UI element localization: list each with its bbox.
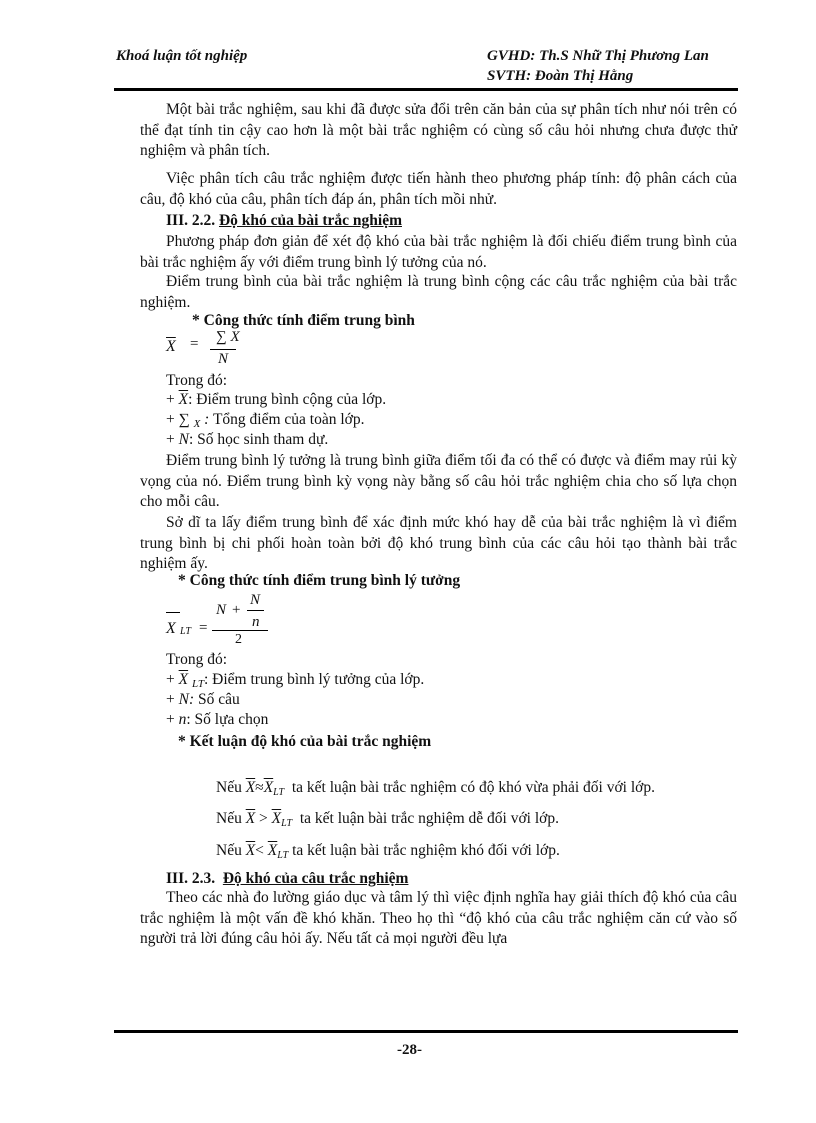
paragraph-2: Việc phân tích câu trắc nghiệm được tiến hành theo phương pháp tính: độ phân cách của câu, độ khó của câu, phân tích đáp án, phân tích mồi nhử. xyxy=(140,170,737,208)
definition-question-count: + N: Số câu xyxy=(166,691,240,708)
header-right-supervisor: GVHD: Th.S Nhữ Thị Phương Lan xyxy=(487,48,709,64)
where-label-1: Trong đó: xyxy=(166,372,228,389)
formula-title-ideal: * Công thức tính điểm trung bình lý tưởng xyxy=(178,572,461,589)
where-label-2: Trong đó: xyxy=(166,651,228,668)
definition-students: + N: Số học sinh tham dự. xyxy=(166,431,329,448)
paragraph-4: Điểm trung bình của bài trắc nghiệm là trung bình cộng các câu trắc nghiệm của bài trắc nghiệm. xyxy=(140,273,737,311)
paragraph-5: Điểm trung bình lý tưởng là trung bình giữa điểm tối đa có thể có được và điểm may rủi kỳ vọng của nó. Điểm trung bình kỳ vọng này bằng số câu hỏi trắc nghiệm chia cho số lựa chọn cho mỗi câu. xyxy=(140,452,737,510)
header-rule xyxy=(114,88,738,91)
definition-total: + ∑ X : Tổng điểm của toàn lớp. xyxy=(166,411,365,430)
definition-mean: + $\overline{X}$: Điểm trung bình cộng của lớp. xyxy=(166,391,387,408)
conclusion-easy: Nếu $\overline{X} > \overline{X}LT$ ta kết luận bài trắc nghiệm dễ đối với lớp. xyxy=(216,810,559,829)
definition-choice-count: + n: Số lựa chọn xyxy=(166,711,269,728)
footer-rule xyxy=(114,1030,738,1033)
conclusion-hard: Nếu $\overline{X}< \overline{X}LT$ ta kết luận bài trắc nghiệm khó đối với lớp. xyxy=(216,842,560,861)
header-left: Khoá luận tốt nghiệp xyxy=(116,48,248,64)
conclusion-moderate: Nếu $\overline{X}\approx\overline{X}LT$ ta kết luận bài trắc nghiệm có độ khó vừa phải đối với lớp. xyxy=(216,779,655,798)
page-number: -28- xyxy=(397,1042,422,1058)
section-heading-2-3: III. 2.3. Độ khó của câu trắc nghiệm xyxy=(166,870,409,887)
section-heading-2-2: III. 2.2. Độ khó của bài trắc nghiệm xyxy=(166,212,402,229)
header-right-student: SVTH: Đoàn Thị Hằng xyxy=(487,68,634,84)
paragraph-1: Một bài trắc nghiệm, sau khi đã được sửa đổi trên căn bản của sự phân tích như nói trên có thể đạt tính tin cậy cao hơn là một bài trắc nghiệm có cùng số câu hỏi nhưng chưa được thử nghiệm và phân tích. xyxy=(140,101,737,159)
formula-title-mean: * Công thức tính điểm trung bình xyxy=(192,312,415,329)
paragraph-3: Phương pháp đơn giản để xét độ khó của bài trắc nghiệm là đối chiếu điểm trung bình của bài trắc nghiệm ấy với điểm trung bình lý tưởng của nó. xyxy=(140,233,737,271)
paragraph-7: Theo các nhà đo lường giáo dục và tâm lý thì việc định nghĩa hay giải thích độ khó của câu trắc nghiệm là một vấn đề khó khăn. Theo họ thì “độ khó của câu trắc nghiệm căn cứ vào số người trả lời đúng câu hỏi ấy. Nếu tất cả mọi người đều lựa xyxy=(140,889,737,947)
conclusion-title: * Kết luận độ khó của bài trắc nghiệm xyxy=(178,733,432,750)
definition-ideal-mean: + $\overline{X}$ LT: Điểm trung bình lý tưởng của lớp. xyxy=(166,671,425,690)
paragraph-6: Sở dĩ ta lấy điểm trung bình để xác định mức khó hay dễ của bài trắc nghiệm là vì điểm trung bình bị chi phối hoàn toàn bởi độ khó trung bình của các câu hỏi tạo thành bài trắc nghiệm ấy. xyxy=(140,514,737,572)
